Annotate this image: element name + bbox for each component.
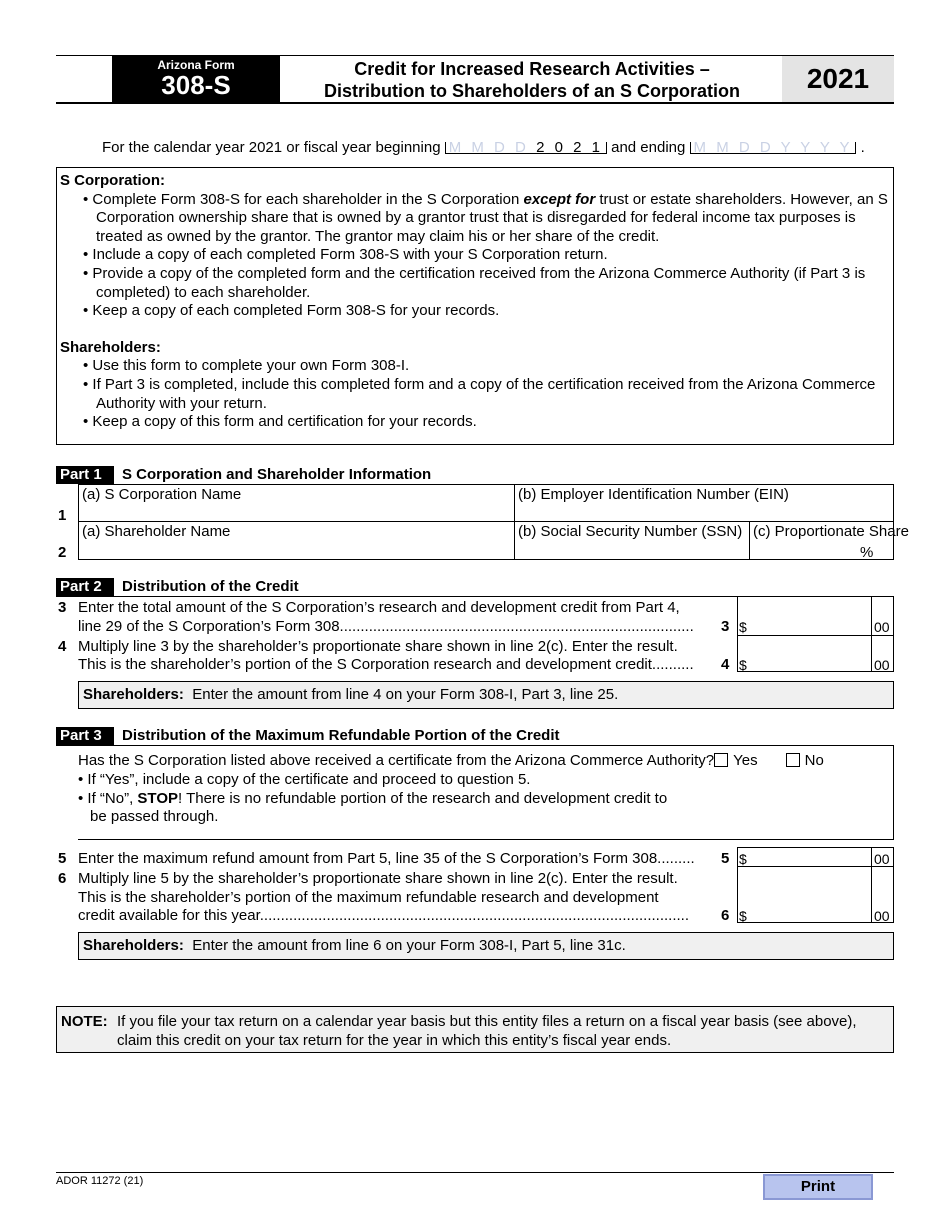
header-bottom-rule bbox=[56, 102, 894, 104]
part2-title: Distribution of the Credit bbox=[122, 578, 299, 595]
part3-tag: Part 3 bbox=[56, 727, 114, 745]
note-label: NOTE: bbox=[61, 1013, 108, 1030]
line3-text-2: line 29 of the S Corporation’s Form 308..................................................................................... bbox=[78, 618, 694, 635]
title-line-1: Credit for Increased Research Activities – bbox=[354, 59, 710, 79]
cents: 00 bbox=[874, 851, 890, 867]
line6-text-2: This is the shareholder’s portion of the maximum refundable research and development bbox=[78, 889, 659, 906]
ssn-label: (b) Social Security Number (SSN) bbox=[518, 523, 743, 540]
print-button[interactable]: Print bbox=[763, 1174, 873, 1200]
if-no-c: be passed through. bbox=[90, 808, 219, 825]
if-no-a: • If “No”, bbox=[78, 790, 138, 807]
list-item: • Keep a copy of this form and certification for your records. bbox=[60, 413, 893, 432]
part3-header bbox=[56, 727, 560, 745]
fiscal-begin-date-field[interactable] bbox=[445, 139, 607, 156]
line4-text-2: This is the shareholder’s portion of the S Corporation research and development credit.......... bbox=[78, 656, 694, 673]
line-ref: 6 bbox=[721, 907, 730, 924]
line-number: 1 bbox=[58, 507, 67, 524]
line4-text: Multiply line 3 by the shareholder’s proportionate share shown in line 2(c). Enter the result. bbox=[78, 638, 678, 655]
part2-tag: Part 2 bbox=[56, 578, 114, 596]
dollar-sign: $ bbox=[739, 619, 747, 635]
line3-amount-input[interactable] bbox=[750, 615, 869, 634]
proportionate-share-input[interactable] bbox=[751, 538, 859, 558]
form-number-box bbox=[112, 56, 280, 102]
list-item: • Use this form to complete your own Form 308-I. bbox=[60, 357, 893, 376]
shareholders-text: Enter the amount from line 6 on your Form 308-I, Part 5, line 31c. bbox=[192, 937, 626, 954]
no-checkbox[interactable] bbox=[786, 753, 800, 767]
part1-header bbox=[56, 466, 431, 484]
shareholder-name-input[interactable] bbox=[80, 538, 512, 558]
part1-title: S Corporation and Shareholder Information bbox=[122, 466, 432, 483]
part1-col-rule bbox=[514, 484, 515, 560]
cents-rule bbox=[871, 847, 872, 923]
form-code: ADOR 11272 (21) bbox=[56, 1175, 144, 1187]
list-item: • Provide a copy of the completed form and the certification received from the Arizona Commerce Authority (if Part 3 is completed) to each shareholder. bbox=[60, 265, 893, 302]
s-corp-item1-a: Complete Form 308-S for each shareholder in the S Corporation bbox=[92, 190, 524, 208]
instructions-box bbox=[56, 167, 894, 445]
state-form-label: Arizona Form bbox=[157, 58, 235, 72]
title-line-2: Distribution to Shareholders of an S Corporation bbox=[323, 81, 740, 101]
line-ref: 4 bbox=[721, 656, 730, 673]
part2-header bbox=[56, 578, 299, 596]
no-label: No bbox=[804, 752, 824, 769]
line-ref: 3 bbox=[721, 618, 730, 635]
note-box bbox=[56, 1006, 894, 1053]
part1-col-rule-2 bbox=[749, 521, 750, 560]
percent-sign: % bbox=[860, 544, 874, 561]
part1-tag: Part 1 bbox=[56, 466, 114, 484]
if-no-b: ! There is no refundable portion of the research and development credit to bbox=[178, 790, 668, 807]
line-number: 2 bbox=[58, 544, 67, 561]
cents: 00 bbox=[874, 657, 890, 673]
part3-divider bbox=[78, 839, 894, 840]
list-item: • If Part 3 is completed, include this completed form and a copy of the certification received from the Arizona Commerce Authority with your return. bbox=[60, 376, 893, 413]
shareholders-heading: Shareholders: bbox=[60, 338, 161, 356]
calendar-middle: and ending bbox=[611, 139, 686, 156]
line4-amount-input[interactable] bbox=[750, 653, 869, 672]
form-title bbox=[282, 58, 782, 102]
part1-left-rule bbox=[78, 484, 79, 560]
question-text: Has the S Corporation listed above received a certificate from the Arizona Commerce Authority? bbox=[78, 752, 715, 769]
s-corp-name-label: (a) S Corporation Name bbox=[82, 486, 242, 503]
begin-year: 2 0 2 1 bbox=[536, 139, 603, 156]
part1-row-rule bbox=[78, 521, 894, 522]
acc-question bbox=[78, 752, 824, 769]
yes-checkbox[interactable] bbox=[714, 753, 728, 767]
part3-title: Distribution of the Maximum Refundable Portion of the Credit bbox=[122, 727, 560, 744]
s-corp-item1-b: trust or estate shareholders. However, an S Corporation ownership share that is owned by a grantor trust that is disregarded for federal income tax purposes is treated as owned by the grantor. The grantor may claim his or her share of the credit. bbox=[96, 190, 888, 245]
line-ref: 5 bbox=[721, 850, 730, 867]
s-corp-list bbox=[60, 191, 893, 321]
part3-shareholders-note bbox=[78, 932, 894, 960]
note-text-2: claim this credit on your tax return for the year in which this entity’s fiscal year ends. bbox=[117, 1032, 672, 1049]
if-yes-instruction: • If “Yes”, include a copy of the certificate and proceed to question 5. bbox=[78, 771, 531, 788]
s-corp-item1-emphasis: except for bbox=[523, 190, 596, 208]
s-corp-name-input[interactable] bbox=[80, 500, 512, 520]
list-item: • Keep a copy of each completed Form 308-S for your records. bbox=[60, 302, 893, 321]
cents: 00 bbox=[874, 619, 890, 635]
line6-text-3: credit available for this year....................................................................................................... bbox=[78, 907, 690, 924]
tax-year: 2021 bbox=[782, 56, 894, 102]
form-number: 308-S bbox=[161, 70, 231, 100]
ssn-input[interactable] bbox=[516, 538, 747, 558]
line3-text: Enter the total amount of the S Corporation’s research and development credit from Part 4, bbox=[78, 599, 680, 616]
line-number: 3 bbox=[58, 599, 67, 616]
line-number: 4 bbox=[58, 638, 67, 655]
end-date-placeholder: M M D D Y Y Y Y bbox=[693, 139, 853, 156]
shareholder-name-label: (a) Shareholder Name bbox=[82, 523, 231, 540]
calendar-prefix: For the calendar year 2021 or fiscal year beginning bbox=[102, 139, 441, 156]
s-corp-heading: S Corporation: bbox=[60, 172, 165, 189]
list-item bbox=[60, 191, 893, 247]
shareholders-label: Shareholders: bbox=[83, 686, 184, 703]
if-no-instruction bbox=[78, 790, 667, 807]
cents: 00 bbox=[874, 908, 890, 924]
line5-text: Enter the maximum refund amount from Part 5, line 35 of the S Corporation’s Form 308......... bbox=[78, 850, 695, 867]
yes-label: Yes bbox=[733, 752, 758, 769]
dollar-sign: $ bbox=[739, 908, 747, 924]
note-text-1: If you file your tax return on a calendar year basis but this entity files a return on a fiscal year basis (see above), bbox=[117, 1013, 857, 1030]
footer-rule bbox=[56, 1172, 894, 1173]
line6-text: Multiply line 5 by the shareholder’s proportionate share shown in line 2(c). Enter the result. bbox=[78, 870, 678, 887]
shareholders-label: Shareholders: bbox=[83, 937, 184, 954]
stop-text: STOP bbox=[137, 790, 178, 807]
calendar-suffix: . bbox=[860, 139, 865, 156]
line5-amount-input[interactable] bbox=[750, 848, 869, 865]
part2-shareholders-note bbox=[78, 681, 894, 709]
line-number: 5 bbox=[58, 850, 67, 867]
ein-label: (b) Employer Identification Number (EIN) bbox=[518, 486, 789, 503]
begin-date-placeholder: M M D D bbox=[448, 139, 529, 156]
cents-rule bbox=[871, 596, 872, 672]
dollar-sign: $ bbox=[739, 851, 747, 867]
proportionate-share-label: (c) Proportionate Share bbox=[753, 523, 909, 540]
dollar-sign: $ bbox=[739, 657, 747, 673]
shareholders-text: Enter the amount from line 4 on your Form 308-I, Part 3, line 25. bbox=[192, 686, 619, 703]
list-item: • Include a copy of each completed Form 308-S with your S Corporation return. bbox=[60, 246, 893, 265]
line-number: 6 bbox=[58, 870, 67, 887]
calendar-year-line bbox=[102, 139, 865, 156]
ein-input[interactable] bbox=[516, 500, 892, 520]
shareholders-list bbox=[60, 357, 893, 431]
fiscal-end-date-field[interactable] bbox=[690, 139, 857, 156]
line6-amount-input[interactable] bbox=[750, 903, 869, 922]
